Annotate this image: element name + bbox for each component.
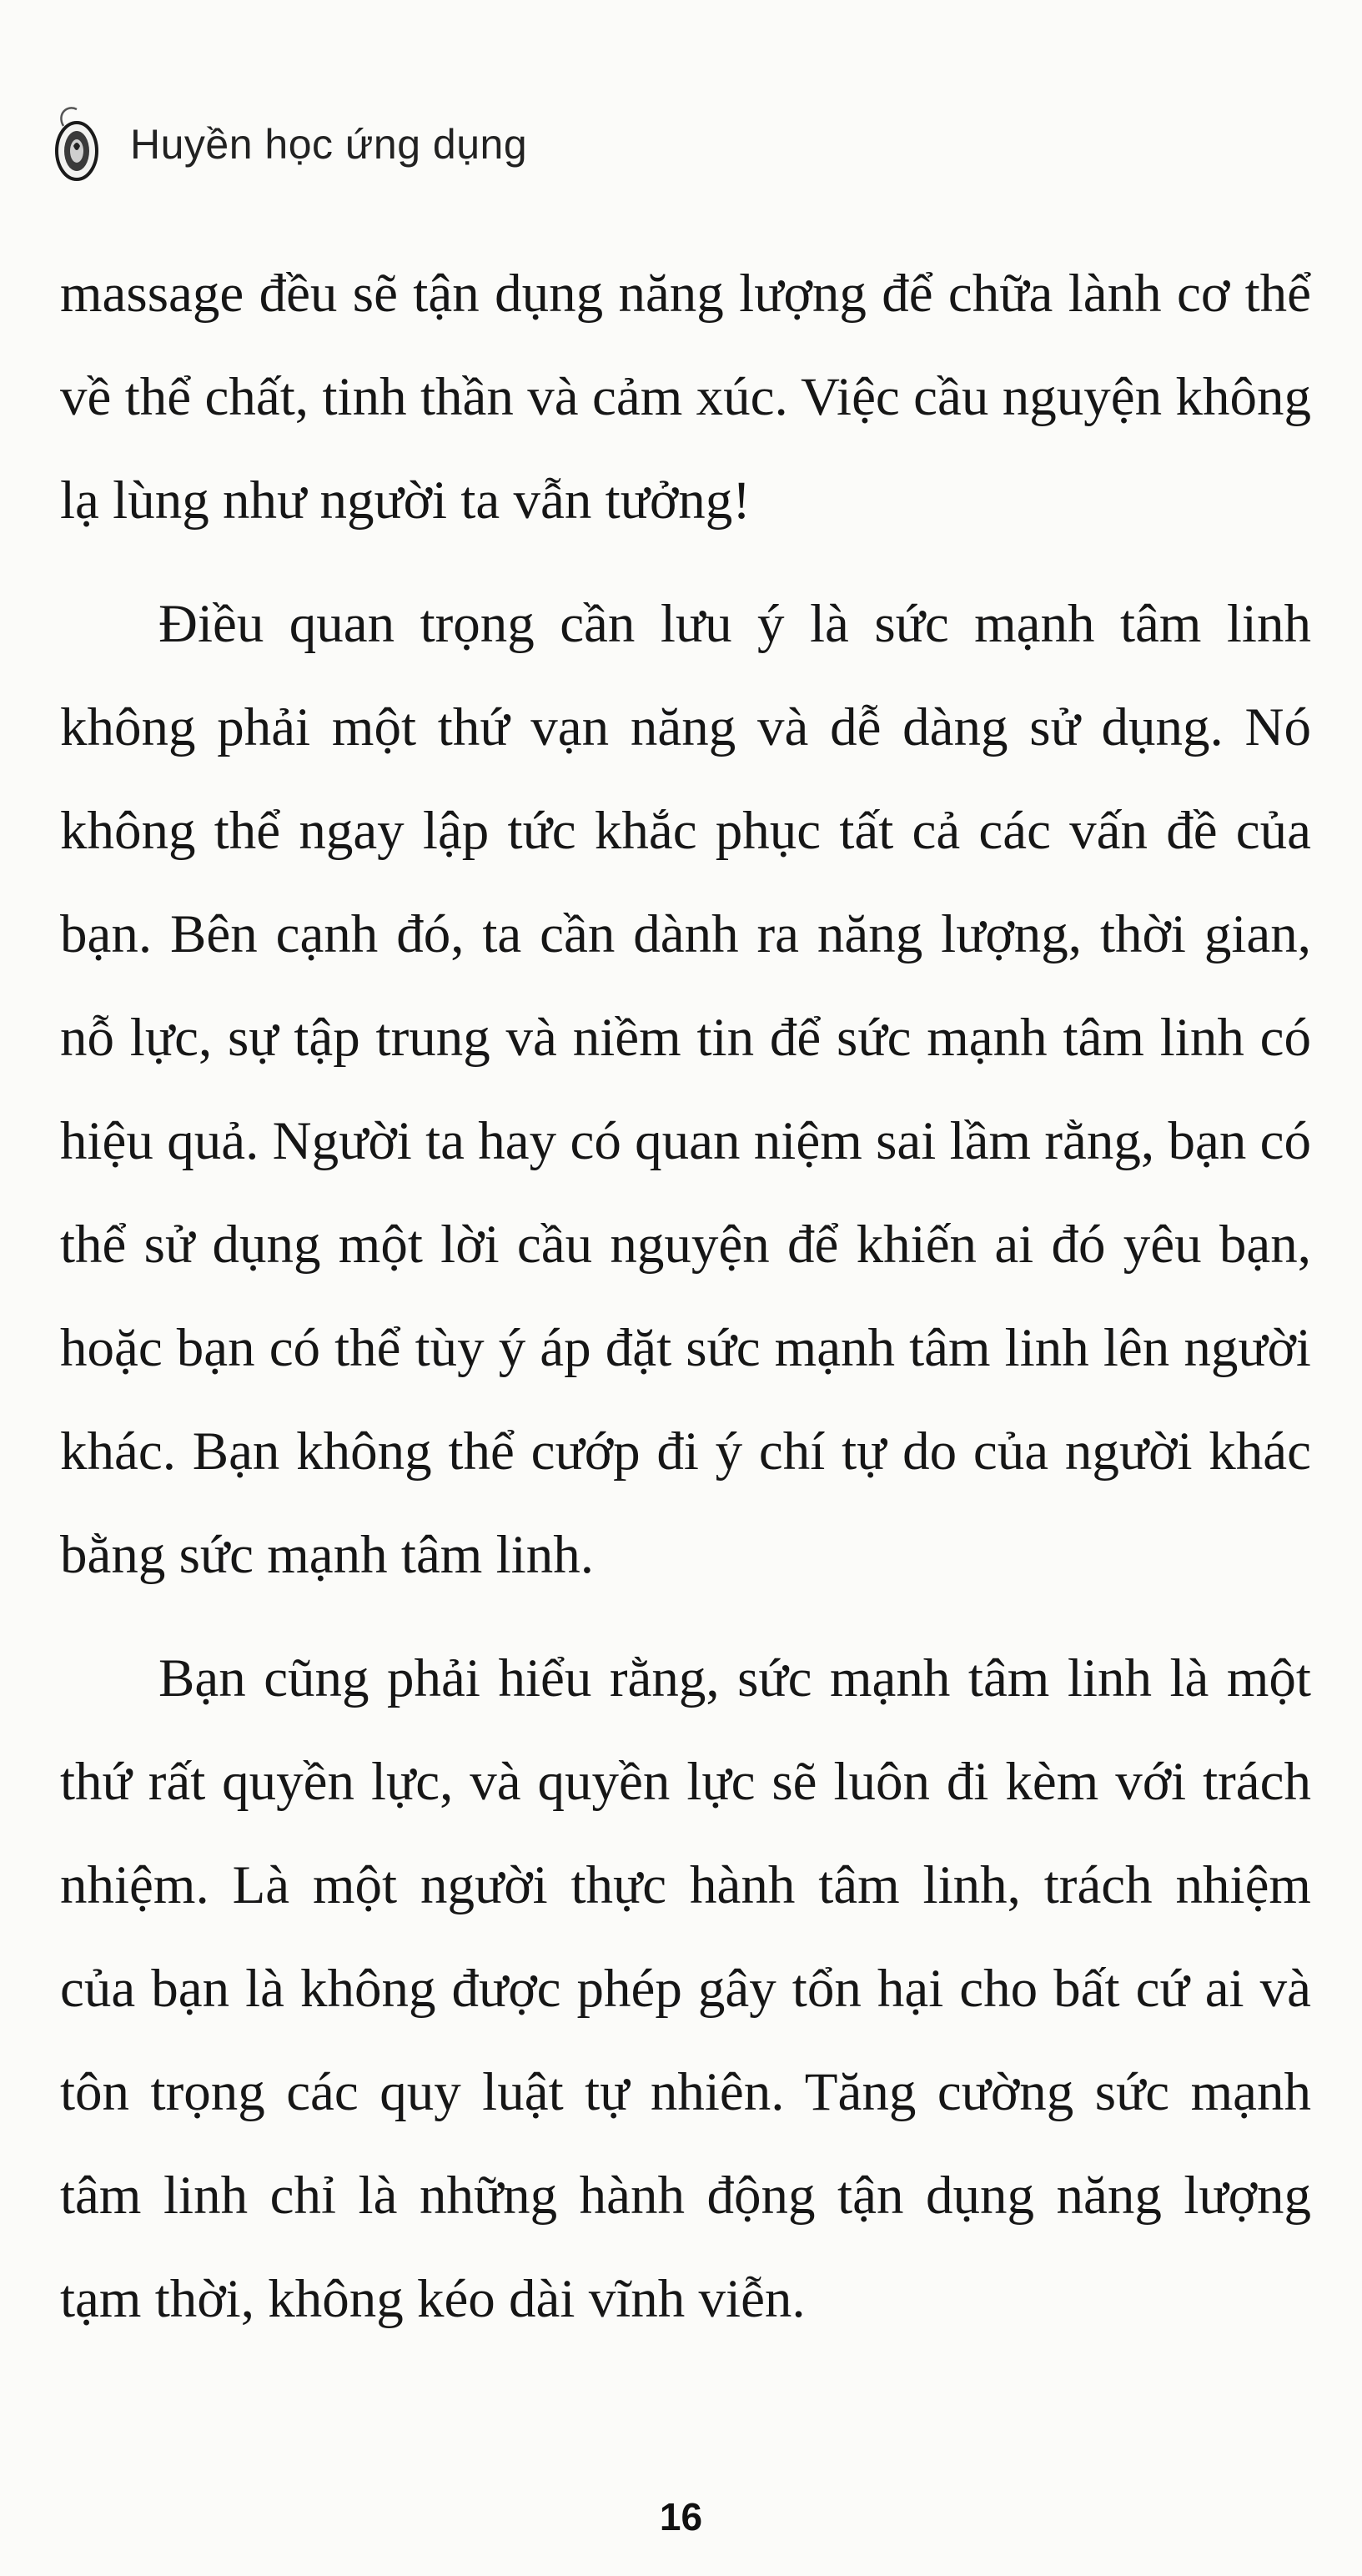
book-emblem-icon bbox=[52, 106, 102, 183]
paragraph-3: Bạn cũng phải hiểu rằng, sức mạnh tâm linh là một thứ rất quyền lực, và quyền lực sẽ luôn đi kèm với trách nhiệm. Là một người thực hành tâm linh, trách nhiệm của bạn là không được phép gây tổn hại cho bất cứ ai và tôn trọng các quy luật tự nhiên. Tăng cường sức mạnh tâm linh chỉ là những hành động tận dụng năng lượng tạm thời, không kéo dài vĩnh viễn. bbox=[60, 1648, 1311, 2329]
page-number: 16 bbox=[659, 2495, 703, 2538]
running-header-title: Huyền học ứng dụng bbox=[130, 121, 528, 168]
paragraph-2: Điều quan trọng cần lưu ý là sức mạnh tâm linh không phải một thứ vạn năng và dễ dàng sử dụng. Nó không thể ngay lập tức khắc phục tất cả các vấn đề của bạn. Bên cạnh đó, ta cần dành ra năng lượng, thời gian, nỗ lực, sự tập trung và niềm tin để sức mạnh tâm linh có hiệu quả. Người ta hay có quan niệm sai lầm rằng, bạn có thể sử dụng một lời cầu nguyện để khiến ai đó yêu bạn, hoặc bạn có thể tùy ý áp đặt sức mạnh tâm linh lên người khác. Bạn không thể cướp đi ý chí tự do của người khác bằng sức mạnh tâm linh. bbox=[60, 594, 1311, 1585]
paragraph-1: massage đều sẽ tận dụng năng lượng để chữa lành cơ thể về thể chất, tinh thần và cảm xúc. Việc cầu nguyện không lạ lùng như người ta vẫn tưởng! bbox=[60, 264, 1311, 531]
page-body bbox=[60, 242, 1311, 2351]
page-header bbox=[52, 98, 527, 190]
